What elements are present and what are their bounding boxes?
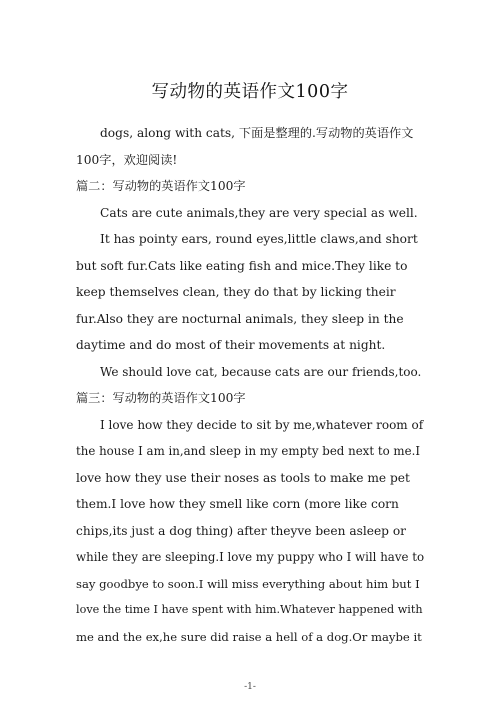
text-line: dogs, along with cats, 下面是整理的.写动物的英语作文 (100, 126, 414, 140)
text-line: love the time I have spent with him.Whatever happened with (76, 603, 423, 616)
page-number: -1- (244, 682, 256, 692)
text-line: keep themselves clean, they do that by licking their (76, 285, 396, 299)
text-line: daytime and do most of their movements at night. (76, 338, 386, 352)
text-line: say goodbye to soon.I will miss everything about him but I (76, 576, 420, 591)
text-line: 篇三：写动物的英语作文100字 (76, 391, 246, 405)
document-body (76, 120, 424, 650)
text-line: them.I love how they smell like corn (more like corn (76, 497, 399, 511)
text-line: We should love cat, because cats are our friends,too. (100, 364, 422, 379)
text-line: It has pointy ears, round eyes,little claws,and short (100, 232, 418, 246)
text-line: fur.Also they are nocturnal animals, they sleep in the (76, 311, 404, 326)
text-line: 篇二：写动物的英语作文100字 (76, 179, 246, 193)
text-line: love how they use their noses as tools to make me pet (76, 470, 410, 485)
text-line: me and the ex,he sure did raise a hell of a dog.Or maybe it (76, 629, 422, 644)
text-line: but soft fur.Cats like eating fish and mice.They like to (76, 258, 408, 273)
text-line: I love how they decide to sit by me,whatever room of (100, 417, 424, 432)
text-line: Cats are cute animals,they are very special as well. (100, 205, 418, 220)
text-line: 100字，欢迎阅读! (76, 152, 178, 167)
text-line: the house I am in,and sleep in my empty bed next to me.I (76, 444, 420, 458)
page-title: 写动物的英语作文100字 (151, 82, 349, 102)
text-line: while they are sleeping.I love my puppy who I will have to (76, 550, 425, 564)
text-line: chips,its just a dog thing) after theyve been asleep or (76, 523, 406, 538)
